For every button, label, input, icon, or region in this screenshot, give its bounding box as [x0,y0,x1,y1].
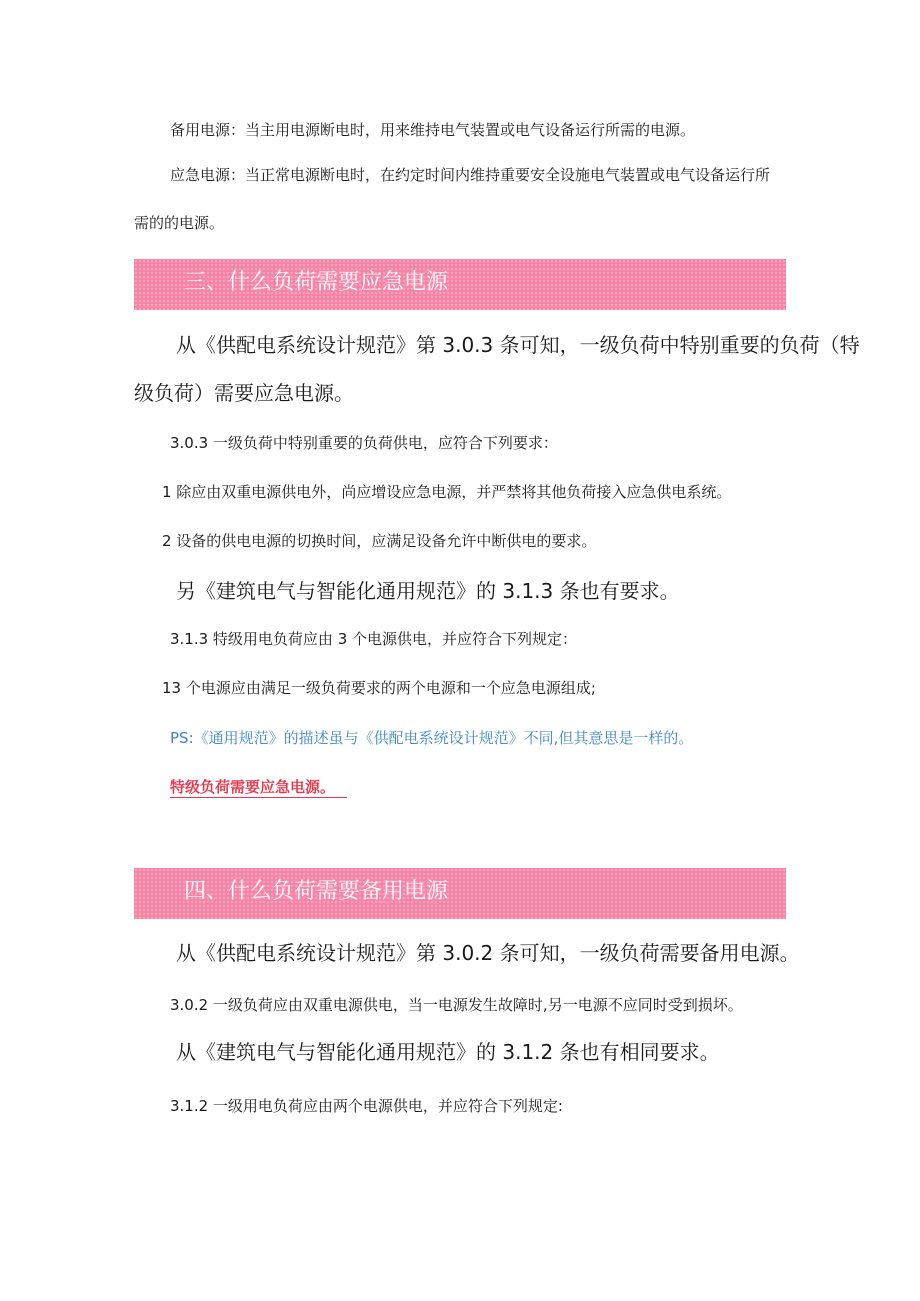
clause-3-1-3: 3.1.3 特级用电负荷应由 3 个电源供电，并应符合下列规定： [170,630,578,648]
section4-intro: 从《供配电系统设计规范》第 3.0.2 条可知，一级负荷需要备用电源。 [176,941,800,965]
clause-3-0-2: 3.0.2 一级负荷应由双重电源供电，当一电源发生故障时,另一电源不应同时受到损坏。 [170,996,743,1014]
clause-3-0-3: 3.0.3 一级负荷中特别重要的负荷供电，应符合下列要求： [170,434,558,452]
emergency-power-definition-line2: 需的的电源。 [134,214,225,232]
section3-heading-band [134,259,786,310]
ps-note: PS:《通用规范》的描述虽与《供配电系统设计规范》不同,但其意思是一样的。 [170,729,694,747]
section4-heading-band [134,868,786,919]
section4-also-line: 从《建筑电气与智能化通用规范》的 3.1.2 条也有相同要求。 [176,1040,720,1064]
clause-3-0-3-item-1: 1 除应由双重电源供电外，尚应增设应急电源，并严禁将其他负荷接入应急供电系统。 [162,483,732,501]
section3-heading: 三、什么负荷需要应急电源 [184,270,449,295]
section3-also-line: 另《建筑电气与智能化通用规范》的 3.1.3 条也有要求。 [176,579,680,603]
clause-3-1-2: 3.1.2 一级用电负荷应由两个电源供电，并应符合下列规定: [170,1097,563,1115]
backup-power-definition: 备用电源：当主用电源断电时，用来维持电气装置或电气设备运行所需的电源。 [170,121,696,139]
clause-3-1-3-item: 13 个电源应由满足一级负荷要求的两个电源和一个应急电源组成; [162,679,596,697]
section3-intro-line2: 级负荷）需要应急电源。 [134,381,354,405]
clause-3-0-3-item-2: 2 设备的供电电源的切换时间，应满足设备允许中断供电的要求。 [162,532,597,550]
conclusion-note: 特级负荷需要应急电源。 [170,780,347,798]
emergency-power-definition-line1: 应急电源：当正常电源断电时，在约定时间内维持重要安全设施电气装置或电气设备运行所 [170,166,771,184]
section4-heading: 四、什么负荷需要备用电源 [184,879,449,904]
section3-intro-line1: 从《供配电系统设计规范》第 3.0.3 条可知，一级负荷中特别重要的负荷（特 [176,333,860,357]
